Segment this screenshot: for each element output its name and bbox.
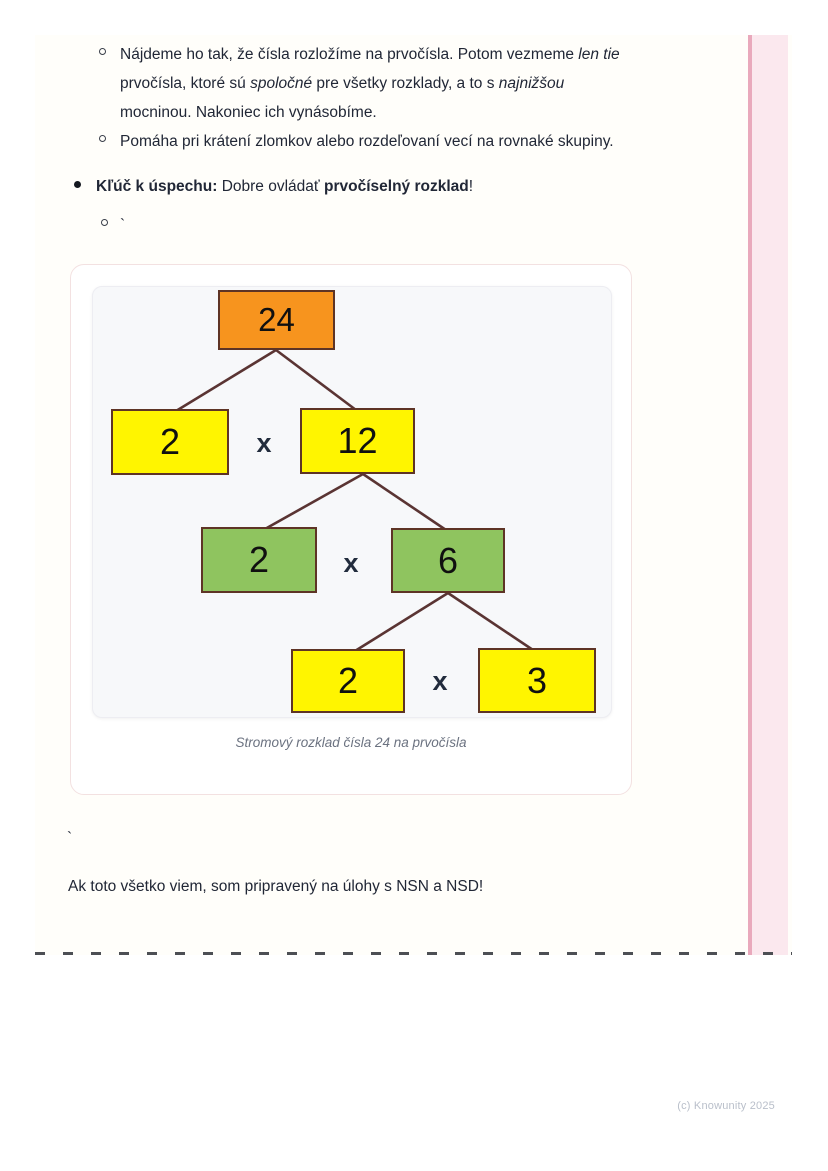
multiply-sign: x xyxy=(432,666,448,696)
text-segment-bold: prvočíselný rozklad xyxy=(324,178,469,195)
multiply-sign: x xyxy=(256,428,272,458)
closing-paragraph: Ak toto všetko viem, som pripravený na úlohy s NSN a NSD! xyxy=(68,878,484,895)
stray-backtick: ` xyxy=(67,830,73,847)
tree-node-2-level2: 2 xyxy=(201,527,317,593)
text-segment: Dobre ovládať xyxy=(217,178,325,195)
list-item-text xyxy=(96,172,641,201)
factor-tree-image xyxy=(92,286,612,718)
list-item-empty-code xyxy=(35,211,335,240)
list-item-text xyxy=(120,40,640,127)
disc-bullet-icon xyxy=(74,181,81,188)
text-segment-italic: najnižšou xyxy=(498,75,565,92)
copyright-footer: (c) Knowunity 2025 xyxy=(677,1100,775,1112)
tree-node-2-level1: 2 xyxy=(111,409,229,475)
text-segment: mocninou. Nakoniec ich vynásobíme. xyxy=(120,104,377,121)
tree-node-12: 12 xyxy=(300,408,415,474)
text-segment-italic: len tie xyxy=(578,46,620,63)
page-edge-highlight-stripe xyxy=(748,35,788,955)
tree-node-6: 6 xyxy=(391,528,505,593)
text-segment-bold: Kľúč k úspechu: xyxy=(96,178,218,195)
circle-bullet-icon xyxy=(99,48,106,55)
figure-caption: Stromový rozklad čísla 24 na prvočísla xyxy=(235,735,467,750)
circle-bullet-icon xyxy=(101,219,108,226)
text-segment: Nájdeme ho tak, že čísla rozložíme na prvočísla. Potom vezmeme xyxy=(120,46,579,63)
text-segment: pre všetky rozklady, a to s xyxy=(312,75,499,92)
backtick-text: ` xyxy=(120,217,126,234)
list-item-find-method xyxy=(35,40,645,127)
list-item-text: Pomáha pri krátení zlomkov alebo rozdeľovaní vecí na rovnaké skupiny. xyxy=(120,133,614,150)
tree-node-24: 24 xyxy=(218,290,335,350)
tree-node-2-level3: 2 xyxy=(291,649,405,713)
text-segment: ! xyxy=(468,178,474,195)
multiply-sign: x xyxy=(343,548,359,578)
page-break-dashed-line xyxy=(35,952,792,955)
tree-node-3: 3 xyxy=(478,648,596,713)
text-segment: prvočísla, ktoré sú xyxy=(120,75,251,92)
text-segment-italic: spoločné xyxy=(250,75,313,92)
figure-card xyxy=(70,264,632,795)
list-item-key-to-success xyxy=(35,172,655,201)
circle-bullet-icon xyxy=(99,135,106,142)
list-item-fractions-help xyxy=(35,127,655,156)
document-sheet xyxy=(35,35,792,955)
